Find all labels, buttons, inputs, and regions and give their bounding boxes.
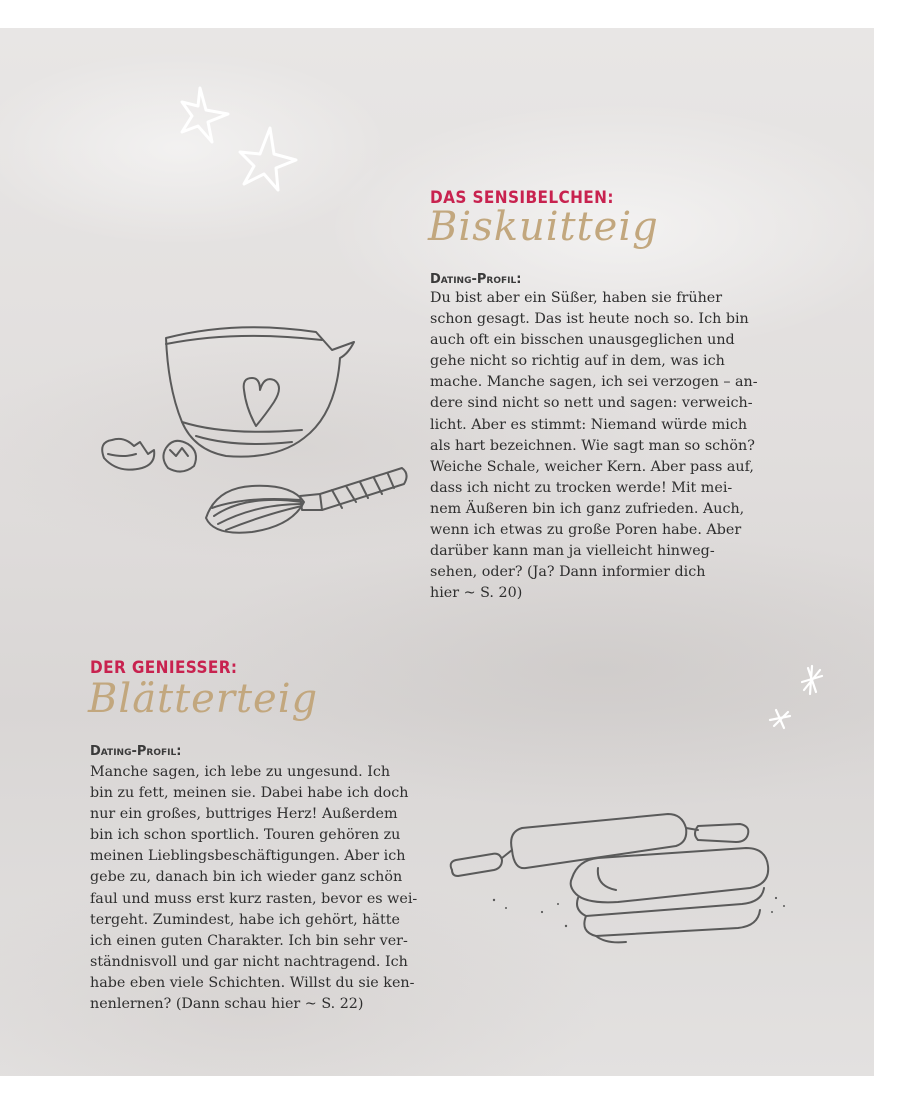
text-line: gebe zu, danach bin ich wieder ganz schön xyxy=(90,869,403,886)
text-line: bin zu fett, meinen sie. Dabei habe ich doch xyxy=(90,785,409,802)
text-line: darüber kann man ja vielleicht hinweg- xyxy=(430,543,715,560)
text-line: dass ich nicht zu trocken werde! Mit mei- xyxy=(430,479,733,496)
text-line: dere sind nicht so nett und sagen: verweich- xyxy=(430,395,753,412)
eggshell-icon xyxy=(102,439,196,472)
star-icon xyxy=(178,86,298,206)
dough-icon xyxy=(571,848,769,942)
text-line: bin ich schon sportlich. Touren gehören zu xyxy=(90,827,401,844)
text-line: nur ein großes, buttriges Herz! Außerdem xyxy=(90,806,398,823)
section1-body xyxy=(430,288,760,604)
section1-heading: DAS SENSIBELCHEN: xyxy=(430,188,614,208)
text-line: Du bist aber ein Süßer, haben sie früher xyxy=(430,290,723,306)
text-line: mache. Manche sagen, ich sei verzogen – an- xyxy=(430,374,758,391)
text-line: schon gesagt. Das ist heute noch so. Ich bin xyxy=(430,311,749,328)
section1-subheading: Biskuitteig xyxy=(428,204,659,250)
sparkle-icon xyxy=(764,664,824,734)
text-line: als hart bezeichnen. Wie sagt man so schön? xyxy=(430,437,755,454)
text-line: licht. Aber es stimmt: Niemand würde mich xyxy=(430,416,748,433)
text-line: hier ~ S. 20) xyxy=(430,585,523,602)
heart-icon xyxy=(244,378,279,426)
text-line: gehe nicht so richtig auf in dem, was ich xyxy=(430,353,725,370)
text-line: sehen, oder? (Ja? Dann informier dich xyxy=(430,564,706,581)
text-line: auch oft ein bisschen unausgeglichen und xyxy=(430,332,735,349)
text-line: wenn ich etwas zu große Poren habe. Aber xyxy=(430,522,742,539)
section2-subheading: Blätterteig xyxy=(88,676,319,722)
text-line: ich einen guten Charakter. Ich bin sehr ver- xyxy=(90,932,408,949)
text-line: Manche sagen, ich lebe zu ungesund. Ich xyxy=(90,764,391,780)
text-line: nem Äußeren bin ich ganz zufrieden. Auch, xyxy=(430,500,745,517)
cookbook-page xyxy=(0,28,874,1076)
text-line: nenlernen? (Dann schau hier ~ S. 22) xyxy=(90,996,364,1013)
text-line: meinen Lieblingsbeschäftigungen. Aber ich xyxy=(90,848,406,865)
text-line: ständnisvoll und gar nicht nachtragend. Ich xyxy=(90,953,408,970)
bowl-icon xyxy=(166,327,354,456)
rolling-pin-illustration xyxy=(446,808,786,948)
text-line: habe eben viele Schichten. Willst du sie ken- xyxy=(90,974,415,991)
bowl-illustration xyxy=(96,318,416,558)
section1-profile-label: Dating-Profil: xyxy=(430,272,522,287)
whisk-icon xyxy=(206,468,407,533)
text-line: faul und muss erst kurz rasten, bevor es wei- xyxy=(90,890,418,907)
text-line: tergeht. Zumindest, habe ich gehört, hätte xyxy=(90,911,400,928)
text-line: Weiche Schale, weicher Kern. Aber pass auf, xyxy=(430,458,754,475)
section2-heading: DER GENIESSER: xyxy=(90,658,238,678)
section2-profile-label: Dating-Profil: xyxy=(90,744,182,759)
section2-body xyxy=(90,762,420,1015)
rolling-pin-icon xyxy=(451,814,749,876)
